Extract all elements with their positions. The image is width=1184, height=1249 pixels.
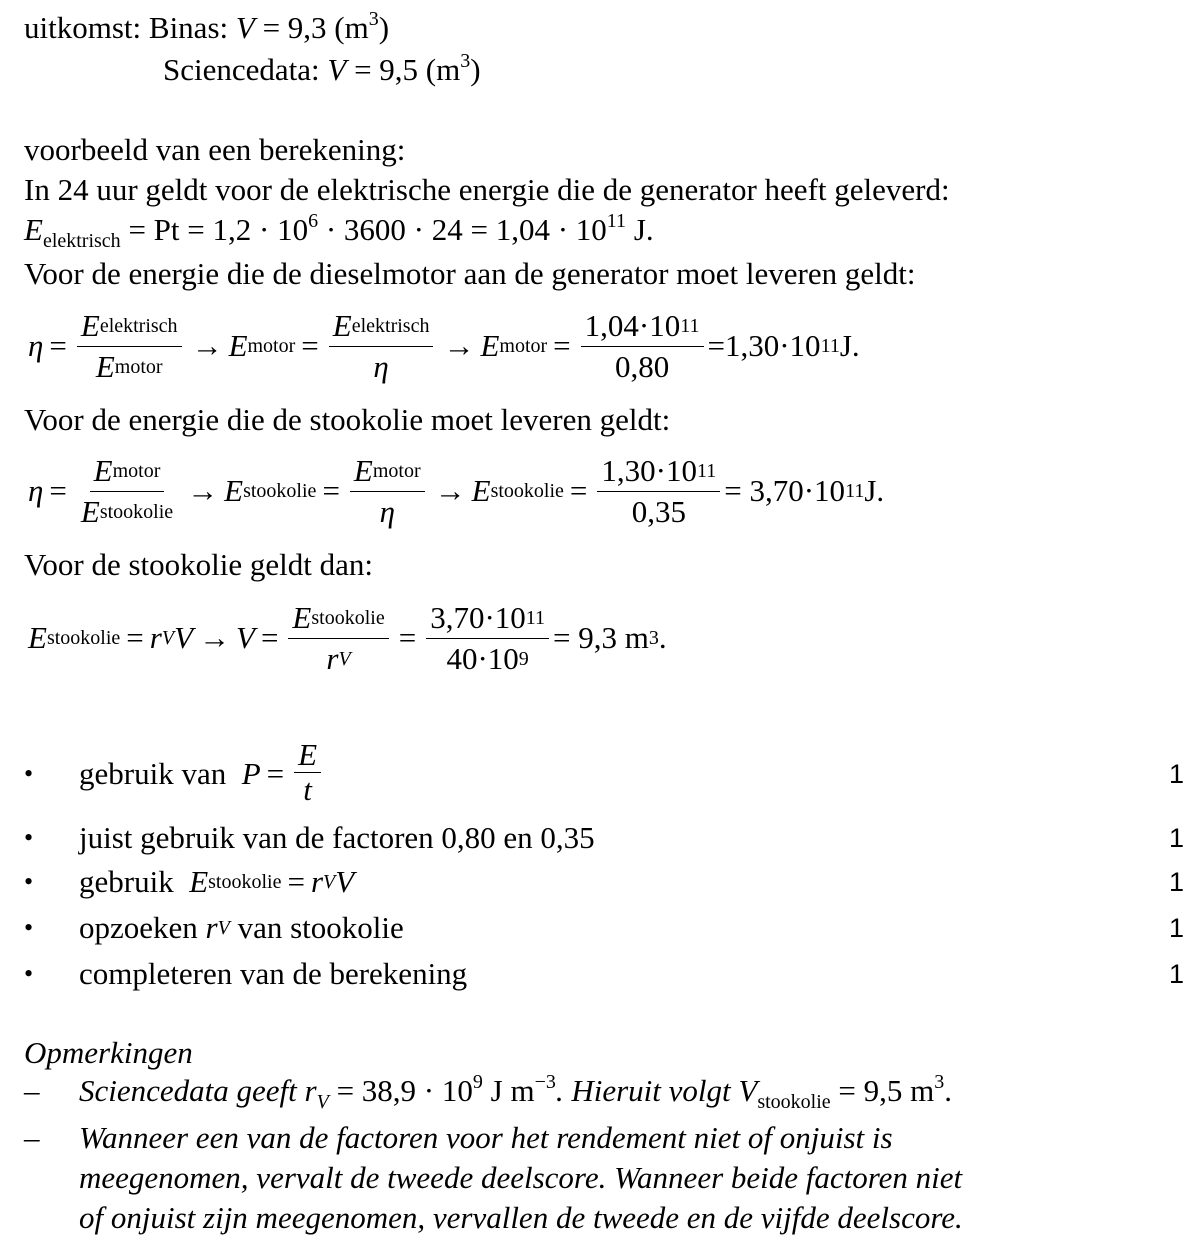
equation-electric-energy: $E_{elektrisch} = Pt = 1,2 \cdot 10^6 \cdot 3600 \cdot 24 = 1,04 \cdot 10^{11}$ J. — [24, 210, 654, 252]
remark-1: – Sciencedata geeft $r_V = 38,9 \cdot 10^9$ J $m^{-3}$. Hieruit volgt $V_{stookolie} = 9,5$ $m^3$. — [24, 1071, 953, 1113]
fraction: $\frac{E}{t}$ — [294, 738, 321, 807]
text-motor: Voor de energie die de dieselmotor aan de generator moet leveren geldt: — [24, 256, 916, 291]
remark-2: – Wanneer een van de factoren voor het rendement niet of onjuist is — [24, 1120, 893, 1155]
scoring-document — [24, 0, 1184, 1249]
fraction: 1,04·10 11 0,80 — [581, 306, 704, 387]
equation-oil-energy: η = E motor E stookolie → E stookolie = E motor η → E stookolie = 1,30·10 11 0,35 = 3,70·10 11 J. — [28, 441, 884, 541]
fraction: 3,70·10 11 40·10 9 — [426, 598, 549, 679]
criterion-2: • juist gebruik van de factoren 0,80 en 0,35 1 — [24, 820, 1184, 855]
fraction: E motor E stookolie — [80, 452, 174, 529]
fraction: E elektrisch E motor — [77, 306, 182, 387]
remark-2-line-3: of onjuist zijn meegenomen, vervallen de tweede en de vijfde deelscore. — [79, 1200, 963, 1235]
remark-2-line-2: meegenomen, vervalt de tweede deelscore. Wanneer beide factoren niet — [79, 1160, 963, 1195]
fraction: E elektrisch η — [329, 306, 434, 387]
text-then: Voor de stookolie geldt dan: — [24, 547, 373, 582]
fraction: E stookolie r V — [288, 598, 388, 679]
score: 1 — [1168, 958, 1184, 989]
criterion-5: • completeren van de berekening 1 — [24, 956, 1184, 991]
outcome-binas: uitkomst: Binas: V = 9,3 $(m^3)$ — [24, 8, 390, 45]
fraction: 1,30·10 11 0,35 — [597, 451, 720, 532]
equation-volume: E stookolie = r V V → V = E stookolie r V = 3,70·10 11 40·10 9 = 9,3 m 3 . — [28, 588, 667, 688]
criterion-1: • gebruik van P = $\frac{E}{t}$ 1 — [24, 736, 1184, 807]
fraction: E motor η — [350, 451, 425, 532]
text-24h: In 24 uur geldt voor de elektrische energie die de generator heeft geleverd: — [24, 172, 950, 207]
score: 1 — [1168, 758, 1184, 789]
equation-motor-energy: η = E elektrisch E motor → E motor = E elektrisch η → E motor = 1,04·10 11 0,80 =1,30·10 11 J. — [28, 296, 860, 396]
score: 1 — [1168, 912, 1184, 943]
outcome-sciencedata: Sciencedata: V = 9,5 $(m^3)$ — [163, 50, 481, 87]
score: 1 — [1168, 822, 1184, 853]
text-oil: Voor de energie die de stookolie moet leveren geldt: — [24, 402, 671, 437]
example-heading: voorbeeld van een berekening: — [24, 132, 406, 167]
remarks-heading: Opmerkingen — [24, 1035, 193, 1070]
score: 1 — [1168, 866, 1184, 897]
criterion-4: • opzoeken r V van stookolie 1 — [24, 910, 1184, 945]
criterion-3: • gebruik E stookolie = r V V 1 — [24, 864, 1184, 899]
